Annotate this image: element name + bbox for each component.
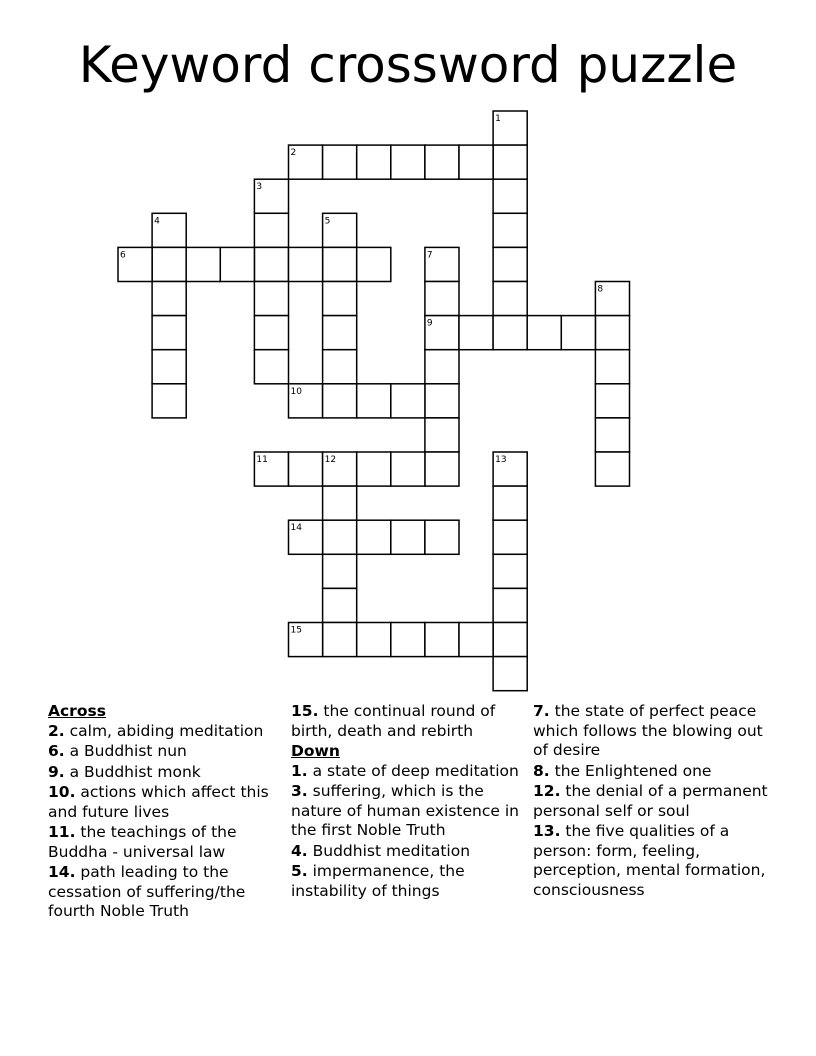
grid-cell[interactable] [561,316,595,350]
clue-text: the continual round of birth, death and rebirth [291,702,496,740]
clue-number: 1. [291,761,308,780]
grid-cell[interactable] [357,145,391,179]
clue-number: 6. [48,742,65,760]
grid-cell[interactable] [391,452,425,486]
cell-number: 15 [290,625,302,636]
across-clue [48,763,284,783]
grid-cell[interactable] [493,145,527,179]
cell-number: 7 [426,250,433,261]
grid-cell[interactable] [391,145,425,179]
grid-cell[interactable] [493,657,527,691]
grid-cell[interactable] [493,247,527,281]
grid-cell[interactable] [323,145,357,179]
grid-cell[interactable] [357,384,391,418]
clue-text: a Buddhist nun [69,742,187,760]
clue-text: Buddhist meditation [312,841,471,860]
clue-text: calm, abiding meditation [69,721,264,740]
grid-cell[interactable] [391,623,425,657]
grid-cell[interactable] [595,452,629,486]
grid-cell[interactable] [152,282,186,316]
across-clue [48,823,284,862]
clue-text: the denial of a permanent personal self or soul [533,782,768,820]
grid-cell[interactable] [152,247,186,281]
grid-cell[interactable] [323,247,357,281]
clues-column-1 [48,702,284,923]
clue-number: 14. [48,863,76,881]
grid-cell[interactable] [357,623,391,657]
clue-number: 9. [48,762,65,781]
clue-text: a Buddhist monk [69,762,201,781]
across-heading: Across [48,702,106,720]
grid-cell[interactable] [493,282,527,316]
down-clue [291,762,527,782]
across-clue-list-continued [291,702,527,741]
grid-cell[interactable] [595,418,629,452]
clue-number: 5. [291,862,308,880]
clue-number: 15. [291,702,319,720]
grid-cell[interactable] [459,145,493,179]
down-clue [533,782,769,821]
clue-number: 7. [533,702,550,720]
grid-cell[interactable] [527,316,561,350]
grid-cell[interactable] [493,213,527,247]
clue-text: actions which affect this and future lives [48,783,269,821]
grid-cell[interactable] [425,452,459,486]
grid-cell[interactable] [459,316,493,350]
grid-cell[interactable] [323,554,357,588]
down-clue [533,702,769,761]
clue-text: a state of deep meditation [312,761,519,780]
grid-cell[interactable] [220,247,254,281]
cell-number: 5 [324,216,331,227]
grid-cell[interactable] [323,350,357,384]
grid-cell[interactable] [595,316,629,350]
grid-cell[interactable] [425,520,459,554]
clue-text: impermanence, the instability of things [291,862,465,900]
clue-number: 12. [533,782,561,800]
clue-number: 3. [291,782,308,800]
grid-cell[interactable] [323,384,357,418]
cell-number: 10 [290,386,302,397]
cell-number: 1 [495,114,501,124]
cell-number: 9 [426,318,433,329]
cell-number: 3 [256,182,263,193]
grid-cell[interactable] [323,588,357,622]
clues-column-3 [533,702,769,901]
grid-cell[interactable] [289,452,323,486]
across-clue [48,783,284,822]
grid-cell[interactable] [425,282,459,316]
grid-cell[interactable] [391,384,425,418]
grid-cell[interactable] [186,247,220,281]
clue-number: 4. [291,841,308,860]
grid-cell[interactable] [493,486,527,520]
grid-cell[interactable] [493,520,527,554]
cell-number: 13 [495,455,507,465]
grid-cell[interactable] [254,213,288,247]
grid-cell[interactable] [425,145,459,179]
grid-cell[interactable] [493,623,527,657]
grid-cell[interactable] [493,588,527,622]
clue-text: the Enlightened one [554,761,712,780]
grid-cell[interactable] [289,247,323,281]
cell-number: 2 [290,148,297,159]
clue-number: 10. [48,783,76,801]
grid-cell[interactable] [425,350,459,384]
across-clue [48,722,284,742]
down-heading: Down [291,742,340,760]
grid-cell[interactable] [425,384,459,418]
down-clue [291,842,527,862]
across-clue [291,702,527,741]
clue-text: the teachings of the Buddha - universal law [48,823,237,861]
cell-number: 12 [324,455,337,465]
clue-number: 11. [48,823,76,841]
down-clue [291,862,527,901]
down-clue [533,762,769,782]
grid-cell[interactable] [459,623,493,657]
grid-cell[interactable] [323,520,357,554]
grid-cell[interactable] [493,316,527,350]
clue-text: suffering, which is the nature of human existence in the first Noble Truth [291,782,519,839]
page-title: Keyword crossword puzzle [78,36,738,94]
grid-cell[interactable] [425,623,459,657]
grid-cell[interactable] [357,452,391,486]
clues-column-2 [291,702,527,902]
grid-cell[interactable] [323,282,357,316]
grid-cell[interactable] [254,350,288,384]
grid-cell[interactable] [493,554,527,588]
down-clue-list-continued [533,702,769,900]
down-clue-list [291,762,527,902]
grid-cell[interactable] [152,316,186,350]
grid-cell[interactable] [357,247,391,281]
across-clue-list [48,722,284,922]
grid-cell[interactable] [323,486,357,520]
down-clue [533,822,769,900]
across-clue [48,742,284,762]
clue-text: the state of perfect peace which follows the blowing out of desire [533,702,763,759]
grid-cell[interactable] [254,282,288,316]
grid-cell[interactable] [254,247,288,281]
clue-number: 2. [48,721,65,740]
grid-cell[interactable] [595,350,629,384]
cell-number: 8 [597,284,604,295]
grid-cell[interactable] [152,384,186,418]
clue-text: the five qualities of a person: form, feeling, perception, mental formation, consciousness [533,822,766,899]
clue-number: 8. [533,761,550,780]
grid-cell[interactable] [425,418,459,452]
cell-number: 6 [120,250,126,261]
grid-cell[interactable] [323,316,357,350]
grid-cell[interactable] [493,179,527,213]
grid-cell[interactable] [595,384,629,418]
cell-number: 4 [154,216,160,227]
grid-cell[interactable] [357,520,391,554]
grid-cell[interactable] [391,520,425,554]
grid-cell[interactable] [152,350,186,384]
clue-text: path leading to the cessation of suffering/the fourth Noble Truth [48,863,246,920]
grid-cell[interactable] [254,316,288,350]
clue-number: 13. [533,822,561,840]
cell-number: 14 [290,523,302,534]
across-clue [48,863,284,922]
down-clue [291,782,527,841]
cell-number: 11 [256,455,268,465]
grid-cell[interactable] [323,623,357,657]
